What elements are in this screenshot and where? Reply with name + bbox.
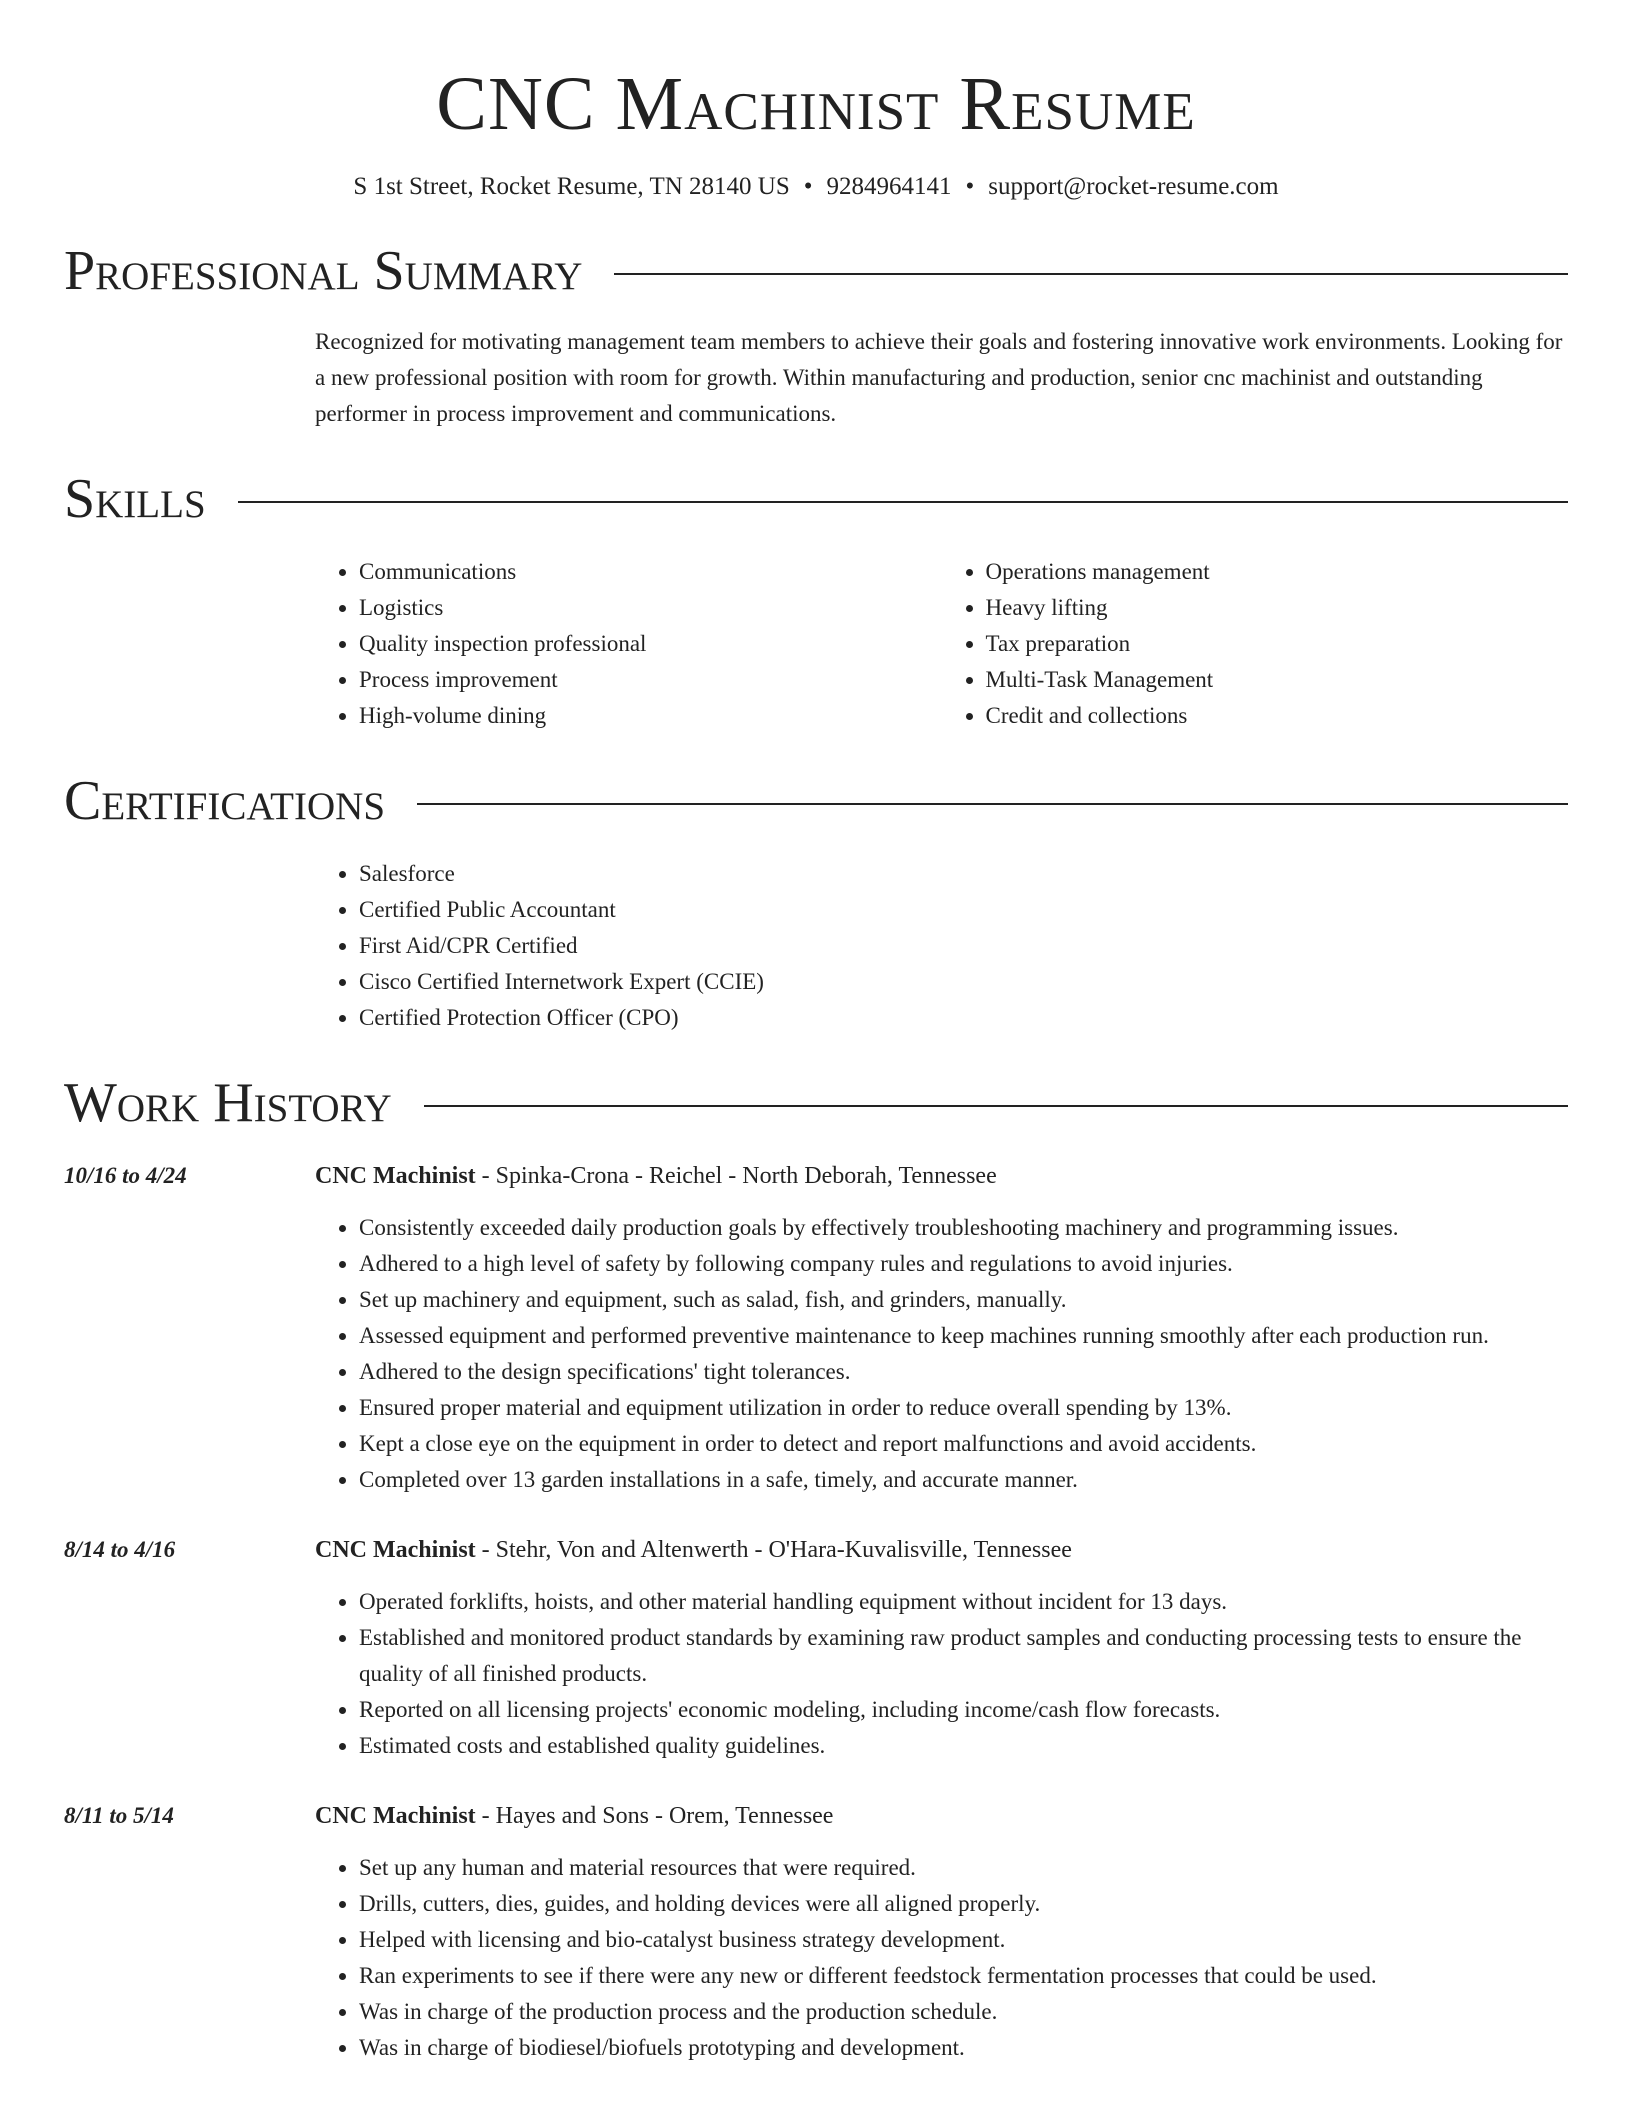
- job-title-line: [315, 1158, 1568, 1194]
- summary-heading: Professional Summary: [64, 240, 583, 302]
- job-bullets: [315, 1584, 1568, 1764]
- skills-list-right: [942, 554, 1569, 734]
- skills-section-header: [64, 466, 1568, 532]
- job-bullet: • Operated forklifts, hoists, and other material handling equipment without incident for 13 days.: [359, 1584, 1568, 1620]
- skill-item: • Heavy lifting: [986, 590, 1569, 626]
- section-divider: [614, 273, 1568, 275]
- job-title: CNC Machinist: [315, 1537, 476, 1563]
- job-bullet: • Drills, cutters, dies, guides, and holding devices were all aligned properly.: [359, 1886, 1568, 1922]
- summary-section-header: [64, 238, 1568, 304]
- contact-line: [64, 170, 1568, 204]
- job-entry: [64, 1532, 1568, 1764]
- skill-item: • Credit and collections: [986, 698, 1569, 734]
- job-bullet: • Assessed equipment and performed preventive maintenance to keep machines running smoothly after each production run.: [359, 1318, 1568, 1354]
- skill-item: • Tax preparation: [986, 626, 1569, 662]
- job-bullet: • Reported on all licensing projects' economic modeling, including income/cash flow forecasts.: [359, 1692, 1568, 1728]
- summary-text: Recognized for motivating management team members to achieve their goals and fostering innovative work environments. Looking for a new professional position with room for growth. Within manufacturing and production, senior cnc machinist and outstanding performer in process improvement and communications.: [315, 329, 1563, 426]
- certification-item: • Certified Public Accountant: [359, 892, 1568, 928]
- certification-item: • Certified Protection Officer (CPO): [359, 1000, 1568, 1036]
- job-bullets: [315, 1850, 1568, 2066]
- certifications-list: [315, 856, 1568, 1036]
- skill-item: • Multi-Task Management: [986, 662, 1569, 698]
- job-bullet: • Adhered to a high level of safety by following company rules and regulations to avoid injuries.: [359, 1246, 1568, 1282]
- job-content: [315, 1798, 1568, 2066]
- job-dates: 10/16 to 4/24: [64, 1163, 187, 1188]
- job-title: CNC Machinist: [315, 1163, 476, 1189]
- skills-grid: [315, 554, 1568, 734]
- section-divider: [424, 1105, 1568, 1107]
- job-dates: 8/11 to 5/14: [64, 1803, 174, 1828]
- work-section-header: [64, 1070, 1568, 1136]
- job-bullet: • Set up machinery and equipment, such as salad, fish, and grinders, manually.: [359, 1282, 1568, 1318]
- job-bullet: • Adhered to the design specifications' tight tolerances.: [359, 1354, 1568, 1390]
- job-bullet: • Kept a close eye on the equipment in order to detect and report malfunctions and avoid accidents.: [359, 1426, 1568, 1462]
- certifications-section-header: [64, 768, 1568, 834]
- skill-item: • Communications: [359, 554, 942, 590]
- skills-body: [315, 554, 1568, 734]
- job-dates: 8/14 to 4/16: [64, 1537, 176, 1562]
- job-bullet: • Estimated costs and established quality guidelines.: [359, 1728, 1568, 1764]
- skill-item: • Operations management: [986, 554, 1569, 590]
- skill-item: • Quality inspection professional: [359, 626, 942, 662]
- job-bullets: [315, 1210, 1568, 1498]
- job-content: [315, 1532, 1568, 1764]
- section-divider: [417, 803, 1568, 805]
- job-bullet: • Consistently exceeded daily production goals by effectively troubleshooting machinery and programming issues.: [359, 1210, 1568, 1246]
- section-divider: [238, 501, 1568, 503]
- job-bullet: • Established and monitored product standards by examining raw product samples and conducting processing tests to ensure the quality of all finished products.: [359, 1620, 1568, 1692]
- job-bullet: • Helped with licensing and bio-catalyst business strategy development.: [359, 1922, 1568, 1958]
- contact-email: support@rocket-resume.com: [988, 173, 1279, 200]
- contact-separator: •: [965, 173, 975, 200]
- resume-title: CNC Machinist Resume: [436, 62, 1196, 146]
- job-bullet: • Ran experiments to see if there were any new or different feedstock fermentation processes that could be used.: [359, 1958, 1568, 1994]
- job-bullet: • Set up any human and material resources that were required.: [359, 1850, 1568, 1886]
- certifications-body: [315, 856, 1568, 1036]
- certifications-heading: Certifications: [64, 770, 386, 832]
- job-entry: [64, 1798, 1568, 2066]
- job-content: [315, 1158, 1568, 1498]
- certification-item: • Salesforce: [359, 856, 1568, 892]
- contact-address: S 1st Street, Rocket Resume, TN 28140 US: [353, 173, 790, 200]
- job-title-line: [315, 1798, 1568, 1834]
- summary-body: [315, 324, 1568, 432]
- skill-item: • High-volume dining: [359, 698, 942, 734]
- work-heading: Work History: [64, 1072, 392, 1134]
- job-bullet: • Ensured proper material and equipment utilization in order to reduce overall spending by 13%.: [359, 1390, 1568, 1426]
- job-title-line: [315, 1532, 1568, 1568]
- job-bullet: • Completed over 13 garden installations in a safe, timely, and accurate manner.: [359, 1462, 1568, 1498]
- job-entry: [64, 1158, 1568, 1498]
- skill-item: • Process improvement: [359, 662, 942, 698]
- job-bullet: • Was in charge of the production process and the production schedule.: [359, 1994, 1568, 2030]
- contact-phone: 9284964141: [826, 173, 952, 200]
- job-employer: - Hayes and Sons - Orem, Tennessee: [475, 1803, 834, 1829]
- skill-item: • Logistics: [359, 590, 942, 626]
- skills-list-left: [315, 554, 942, 734]
- skills-heading: Skills: [64, 468, 206, 530]
- job-title: CNC Machinist: [315, 1803, 476, 1829]
- certification-item: • First Aid/CPR Certified: [359, 928, 1568, 964]
- job-employer: - Spinka-Crona - Reichel - North Deborah, Tennessee: [475, 1163, 997, 1189]
- certification-item: • Cisco Certified Internetwork Expert (CCIE): [359, 964, 1568, 1000]
- job-employer: - Stehr, Von and Altenwerth - O'Hara-Kuvalisville, Tennessee: [475, 1537, 1072, 1563]
- contact-separator: •: [803, 173, 813, 200]
- job-bullet: • Was in charge of biodiesel/biofuels prototyping and development.: [359, 2030, 1568, 2066]
